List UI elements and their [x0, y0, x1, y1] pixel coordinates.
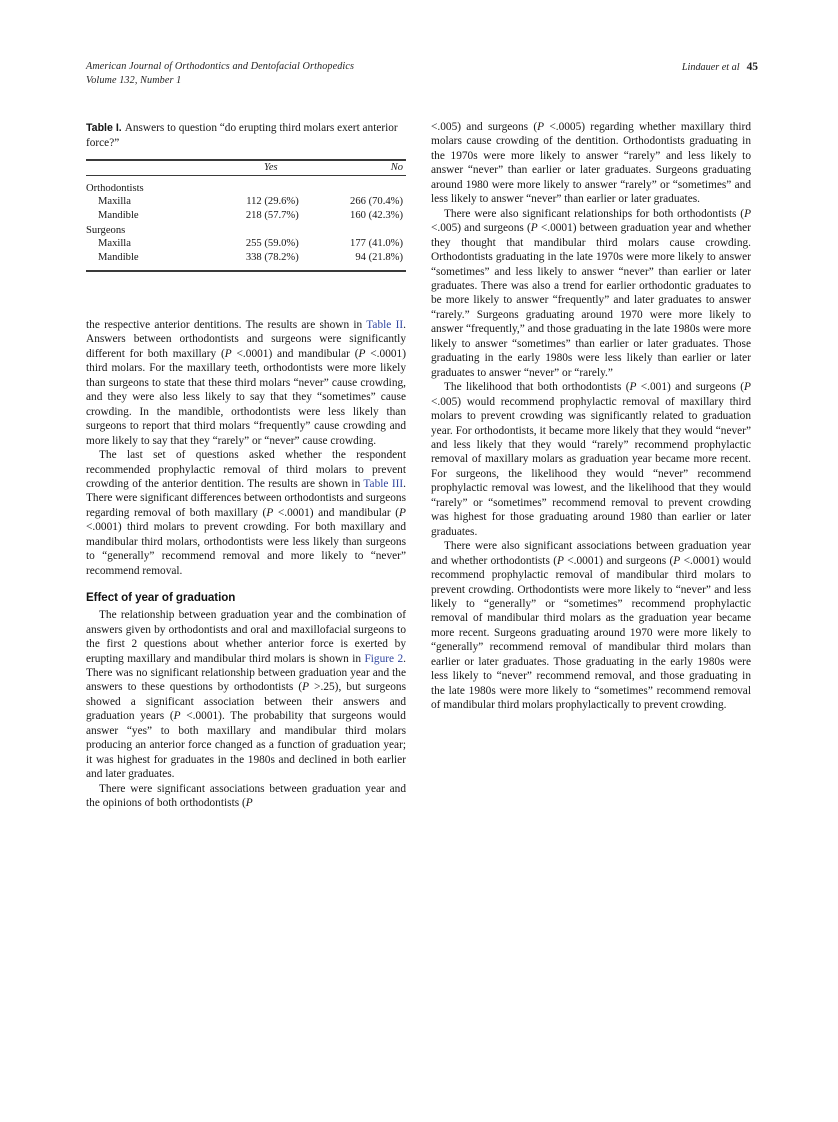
stat-symbol: P — [556, 554, 564, 567]
text-run: There were also significant associations between graduation year and whether orthodontists ( — [431, 540, 751, 567]
paragraph — [431, 380, 751, 539]
text-run: <.005) and surgeons ( — [431, 121, 538, 133]
stat-symbol: P — [266, 506, 274, 519]
text-run: <.0001) third molars. For the maxillary teeth, orthodontists were more likely than surgeons to state that these third molars “never” cause crowding, and they were also less likely to say that they “sometimes” cause crowding. In the mandible, orthodontists were less likely than surgeons to report that third molars “frequently” cause crowding and more likely to say that they “rarely” or “never” cause crowding. — [86, 347, 406, 447]
row-value-yes — [227, 181, 323, 196]
paragraph — [86, 782, 406, 811]
text-run: <.005) would recommend prophylactic removal of maxillary third molars to prevent crowding was significantly related to graduation year. For orthodontists, it became more likely that they would “never” and less likely that they would “rarely” recommend prophylactic removal of maxillary molars as graduation year became more recent. For surgeons, the likelihood they would “never” recommend prophylactic removal was lowest, and the likelihood that they would “rarely” or “sometimes” recommend removal to prevent crowding was highest for those graduating around 1980 than earlier or later graduates. — [431, 395, 751, 538]
volume-issue: Volume 132, Number 1 — [86, 75, 182, 87]
right-text-column — [431, 120, 751, 713]
text-run: . There were significant differences between orthodontists and surgeons regarding removal of both maxillary ( — [86, 477, 406, 519]
stat-symbol: P — [530, 222, 538, 235]
row-label: Mandible — [98, 251, 139, 263]
row-value-no — [323, 223, 406, 238]
text-run: <.0005) regarding whether maxillary third molars cause crowding of the dentition. Orthodontists graduating in the 1970s were more likely to answer “rarely” and less likely to answer “never” than earlier or later graduates. Surgeons graduating around 1980 were more likely to answer “rarely” or “sometimes” and less likely to answer “never” than earlier or later graduates. — [431, 121, 751, 206]
text-run: <.001) and surgeons ( — [636, 381, 745, 394]
row-value-yes: 112 (29.6%) — [246, 196, 299, 208]
stat-symbol: P — [399, 506, 406, 519]
table-caption — [86, 121, 406, 150]
table-i-grid — [86, 159, 406, 272]
author-citation: Lindauer et al — [681, 62, 740, 73]
stat-symbol: P — [537, 121, 545, 133]
paragraph — [86, 608, 406, 781]
text-run: >.25), but surgeons showed a significant association between their answers and graduation years ( — [86, 681, 406, 723]
row-label: Mandible — [98, 209, 139, 221]
stat-symbol: P — [629, 381, 637, 394]
row-value-no: 160 (42.3%) — [350, 209, 403, 221]
table-rule-bottom — [86, 271, 406, 272]
row-label: Surgeons — [86, 224, 126, 236]
table-row — [86, 251, 406, 265]
paragraph — [86, 448, 406, 578]
text-run: The likelihood that both orthodontists ( — [444, 381, 630, 394]
table-row — [86, 237, 406, 251]
table-label: Table I. — [86, 122, 122, 134]
text-run: The last set of questions asked whether the respondent recommended prophylactic removal of third molars to prevent crowding of the anterior dentition. The results are shown in — [86, 449, 406, 490]
text-run: <.0001) and mandibular ( — [273, 506, 400, 519]
text-run: There were also significant relationships for both orthodontists ( — [444, 207, 745, 220]
table-row — [86, 195, 406, 209]
section-heading: Effect of year of graduation — [86, 591, 236, 605]
row-value-no: 94 (21.8%) — [355, 251, 403, 263]
table-row — [86, 223, 406, 238]
row-value-yes: 255 (59.0%) — [245, 238, 299, 250]
paragraph — [431, 207, 751, 380]
page-number: 45 — [746, 61, 758, 73]
table-i — [86, 121, 406, 272]
left-text-column — [86, 318, 406, 811]
table-iii-link[interactable]: Table III — [363, 477, 404, 490]
stat-symbol: P — [744, 381, 751, 394]
paragraph — [431, 539, 751, 712]
journal-title: American Journal of Orthodontics and Dentofacial Orthopedics — [86, 61, 355, 72]
row-value-no — [323, 181, 406, 196]
text-run: . There was no significant relationship between graduation year and the answers to these questions by orthodontists ( — [86, 652, 406, 694]
table-spacer — [86, 264, 406, 271]
stat-symbol: P — [358, 347, 366, 360]
stat-symbol: P — [744, 207, 751, 220]
table-header-row — [86, 161, 406, 175]
stat-symbol: P — [224, 347, 232, 360]
column-header-no: No — [390, 162, 403, 174]
text-run: There were significant associations between graduation year and the opinions of both orthodontists ( — [86, 782, 406, 810]
text-run: <.0001) and surgeons ( — [563, 554, 674, 567]
row-value-no: 266 (70.4%) — [350, 196, 403, 208]
stat-symbol: P — [673, 554, 681, 567]
text-run: <.0001) third molars to prevent crowding. For both maxillary and mandibular third molars, orthodontists were less likely than surgeons to “generally” recommend removal and more likely to “never” recommend removal. — [86, 521, 406, 577]
row-label: Maxilla — [98, 196, 131, 208]
text-run: . Answers between orthodontists and surgeons were significantly different for both maxillary ( — [86, 319, 406, 360]
stat-symbol: P — [245, 797, 253, 810]
stat-symbol: P — [302, 681, 310, 694]
text-run: <.0001) would recommend prophylactic removal of mandibular third molars to prevent crowding. Orthodontists were more likely to “never” and less likely to “generally” or “sometimes” recommend prophylactic removal of mandibular third molars as the graduation year became more recent. Surgeons graduating around 1970 were more likely to “generally” recommend removal of mandibular third molars than earlier or later graduates. Those graduating in the early 1980s were less likely to “never” recommend removal, and those graduating in the late 1980s were more likely to “sometimes” recommend removal of mandibular third molars prophylactically to prevent crowding. — [431, 554, 751, 712]
table-row — [86, 209, 406, 223]
text-run: <.0001) and mandibular ( — [231, 347, 359, 360]
table-ii-link[interactable]: Table II — [366, 319, 404, 331]
row-label: Orthodontists — [86, 182, 144, 194]
row-value-yes: 218 (57.7%) — [245, 209, 299, 221]
figure-2-link[interactable]: Figure 2 — [364, 652, 404, 665]
row-value-no: 177 (41.0%) — [350, 238, 403, 250]
running-head — [86, 60, 758, 88]
table-caption-text: Answers to question “do erupting third molars exert anterior force?” — [86, 122, 398, 149]
text-run: the respective anterior dentitions. The results are shown in — [86, 319, 367, 331]
text-run: The relationship between graduation year and the combination of answers given by orthodontists and oral and maxillofacial surgeons to the first 2 questions about whether anterior force is exerted by erupting maxillary and mandibular third molars is shown in — [86, 609, 406, 665]
text-run: <.005) and surgeons ( — [431, 222, 531, 235]
running-head-left — [86, 60, 354, 88]
running-head-right — [682, 60, 758, 75]
stat-symbol: P — [173, 710, 181, 723]
row-value-yes: 338 (78.2%) — [245, 251, 299, 263]
text-run: <.0001) between graduation year and whether they thought that mandibular third molars cause crowding. Orthodontists graduating in the late 1970s were more likely to answer “sometimes” and less likely to answer “never” than earlier or later graduates. There was also a trend for earlier orthodontic graduates to be more likely to answer “frequently” and later graduates to answer “rarely.” Surgeons graduating around 1970 were more likely to answer “frequently,” and those graduating in the late 1980s were more likely to answer “sometimes” than earlier or later graduates. Those graduating in the early 1980s were less likely than earlier or later graduates to answer “never” or “rarely.” — [431, 222, 751, 379]
column-header-blank — [86, 161, 227, 175]
text-run: <.0001). The probability that surgeons would answer “yes” to both maxillary and mandibular third molars producing an anterior force changed as a function of graduation year; it was highest for graduates in the 1980s and declined in both earlier and later graduates. — [86, 710, 406, 781]
paragraph — [86, 318, 406, 448]
paragraph — [431, 120, 751, 207]
column-header-yes: Yes — [263, 162, 278, 174]
row-value-yes — [227, 223, 323, 238]
table-row — [86, 181, 406, 196]
row-label: Maxilla — [98, 238, 131, 250]
